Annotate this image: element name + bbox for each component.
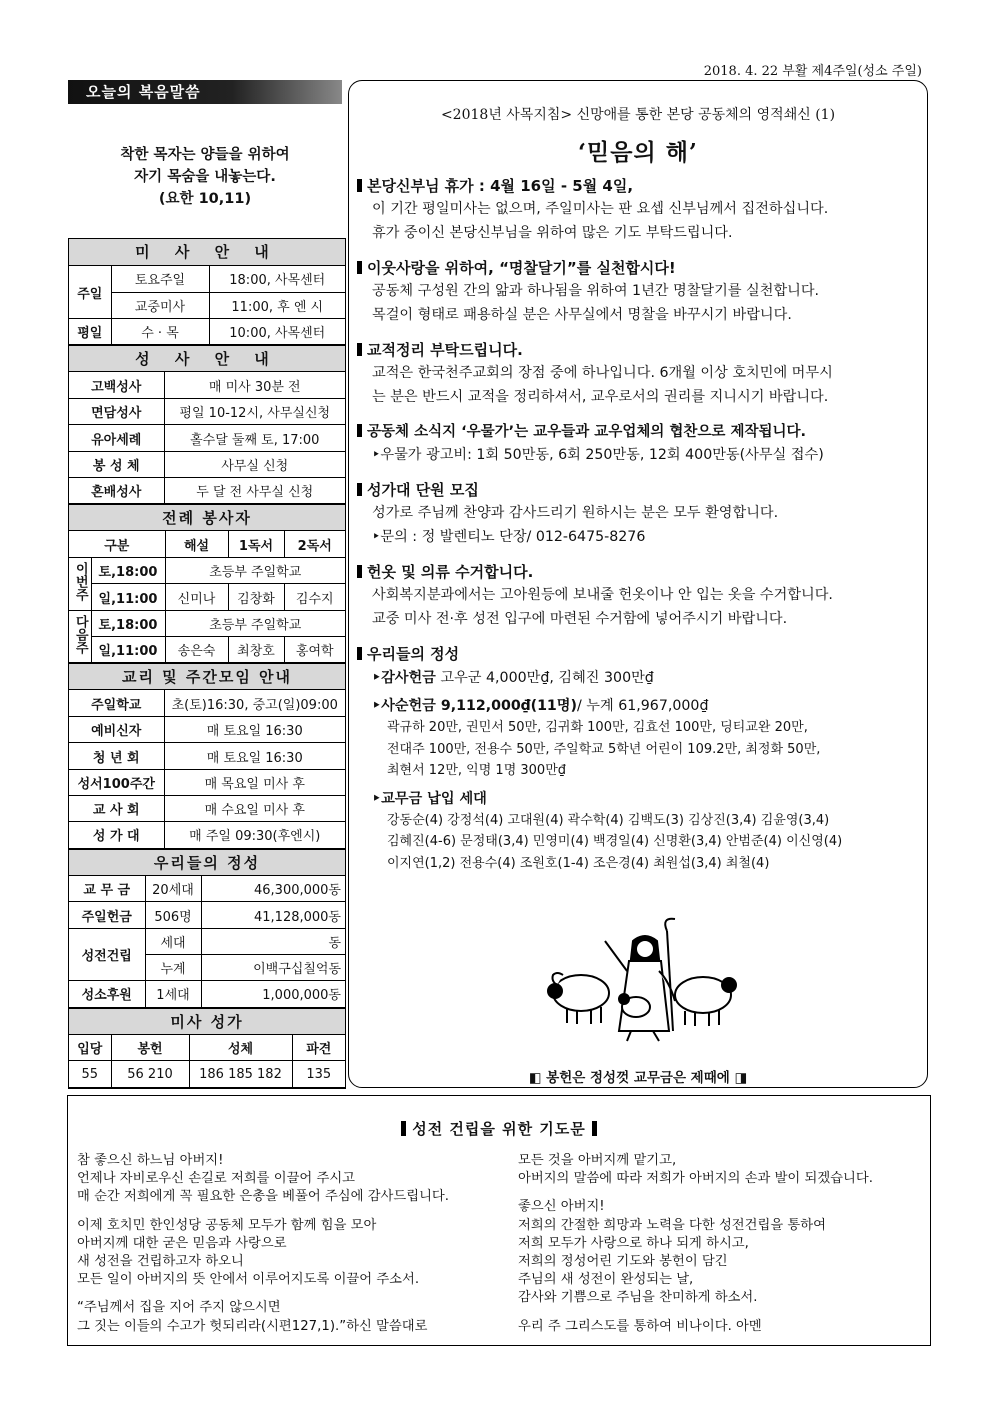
dues-line: 이지연(1,2) 전용수(4) 조원호(1-4) 조은경(4) 최원섭(3,4) 최철(4) [387,855,770,871]
dues-title: ‣교무금 납입 세대 [372,790,487,807]
gospel-reference: (요한 10,11) [158,191,252,207]
sacrament-name: 혼배성사 [69,478,164,504]
lent-donor-line: 최현서 12만, 익명 1명 300만₫ [387,763,567,778]
hymn-header: 봉헌 [111,1035,189,1061]
hymn-number: 186 185 182 [189,1061,292,1087]
notice-title: 성가대 단원 모집 [367,481,479,499]
sacrament-table [69,372,345,504]
sacrament-value: 두 달 전 사무실 신청 [164,478,345,504]
liturgy-section-title: 전례 봉사자 [69,504,345,531]
liturgy-reader: 신미나 [165,584,228,610]
notice-vacation [357,175,919,245]
offering-name: 성전건립 [69,928,145,981]
offering-name: 교 무 금 [69,876,145,902]
shepherd-illustration [541,911,741,1051]
sheep-icon [548,973,609,1024]
prayer-line: 아버지께 대한 굳은 믿음과 사랑으로 [77,1235,287,1251]
notice-title: 본당신부님 휴가 : 4월 16일 - 5월 4일, [367,177,634,195]
liturgy-table [69,531,345,663]
groups-section-title: 교리 및 주간모임 안내 [69,663,345,690]
offering-count: 20세대 [145,876,201,902]
group-name: 예비신자 [69,717,164,743]
prayer-line: 모든 일이 아버지의 뜻 안에서 이루어지도록 이끌어 주소서. [77,1272,420,1288]
pastoral-policy: <2018년 사목지침> 신망애를 통한 본당 공동체의 영적쇄신 (1) [440,107,836,123]
liturgy-reader: 홍여학 [284,637,345,663]
notice-line: 교적은 한국천주교회의 장점 중에 하나입니다. 6개월 이상 호치민에 머무시 [372,365,833,381]
offering-count: 1세대 [145,981,201,1007]
notice-nametag [357,257,919,327]
thanks-label: ‣감사헌금 [372,670,436,686]
notice-line: 공동체 구성원 간의 앎과 하나됨을 위하여 1년간 명찰달기를 실천합니다. [372,283,820,299]
mass-name: 수 · 목 [111,319,209,345]
parish-info-box [68,238,346,1089]
liturgy-time: 일,11:00 [91,637,165,663]
offering-count: 506명 [145,902,201,928]
group-value: 매 수요일 미사 후 [164,796,345,822]
liturgy-header: 구분 [69,531,165,557]
hymn-header: 성체 [189,1035,292,1061]
prayer-line: 참 좋으신 하느님 아버지! [77,1153,224,1168]
group-name: 청 년 회 [69,743,164,769]
prayer-line: “주님께서 집을 지어 주지 않으시면 [77,1300,281,1316]
prayer-right-column [518,1152,873,1336]
group-name: 주일학교 [69,690,164,716]
notice-line: 이 기간 평일미사는 없으며, 주일미사는 판 요셉 신부님께서 집전하십니다. [372,201,829,217]
dues-line: 강동순(4) 강정석(4) 고대원(4) 곽수학(4) 김백도(3) 김상진(3,4) 김윤영(3,4) [387,812,830,828]
notices-box [348,80,928,1088]
liturgy-time: 토,18:00 [91,558,165,584]
liturgy-merged: 초등부 주일학교 [165,610,345,636]
sacrament-name: 유아세례 [69,425,164,451]
notice-line: 목걸이 형태로 패용하실 분은 사무실에서 명찰을 바꾸시기 바랍니다. [372,307,792,323]
prayer-line: 우리 주 그리스도를 통하여 비나이다. 아멘 [518,1318,762,1334]
offering-amount: 41,128,000동 [201,902,345,928]
group-value: 매 주일 09:30(후엔시) [164,822,345,848]
lent-offering [357,695,919,782]
thanks-offering [357,667,919,689]
liturgy-reader: 송은숙 [165,637,228,663]
group-value: 매 토요일 16:30 [164,717,345,743]
prayer-line: 저희의 간절한 희망과 노력을 다한 성전건립을 통하여 [518,1217,826,1233]
offering-count: 누계 [145,955,201,981]
notice-line: 는 분은 반드시 교적을 정리하셔서, 교우로서의 권리를 지니시기 바랍니다. [372,389,829,405]
notice-title: 공동체 소식지 ‘우물가’는 교우들과 교우업체의 협찬으로 제작됩니다. [367,424,807,440]
prayer-line: 이제 호치민 한인성당 공동체 모두가 함께 힘을 모아 [77,1217,377,1233]
sunday-label: 주일 [69,266,111,319]
sacrament-section-title: 성 사 안 내 [69,345,345,372]
prayer-line: 좋으신 아버지! [518,1199,605,1215]
notice-line: 사회복지분과에서는 고아원등에 보내줄 헌옷이나 안 입는 옷을 수거합니다. [372,587,833,603]
prayer-line: 감사와 기쁨으로 주님을 찬미하게 하소서. [518,1290,758,1306]
prayer-line: 주님의 새 성전이 완성되는 날, [518,1272,694,1288]
prayer-box [67,1095,931,1346]
weekday-label: 평일 [69,319,111,345]
gospel-verse [68,144,342,210]
prayer-line: 저희의 정성어린 기도와 봉헌이 담긴 [518,1254,728,1270]
offering-amount: 46,300,000동 [201,876,345,902]
prayer-line: 그 짓는 이들의 수고가 헛되리라(시편127,1).”하신 말씀대로 [77,1318,428,1334]
notice-line: 교중 미사 전·후 성전 입구에 마련된 수거함에 넣어주시기 바랍니다. [372,611,788,627]
liturgy-reader: 김수지 [284,584,345,610]
notice-title: 이웃사랑을 위하여, “명찰달기”를 실천합시다! [367,259,676,277]
liturgy-header: 1독서 [228,531,284,557]
notice-line: ‣우물가 광고비: 1회 50만동, 6회 250만동, 12회 400만동(사무실 접수) [372,447,824,463]
gospel-line: 자기 목숨을 내놓는다. [134,169,276,185]
next-week-label: 다음주 [72,615,88,655]
hymn-number: 56 210 [111,1061,189,1087]
sacrament-name: 고백성사 [69,372,164,398]
liturgy-reader: 최창호 [228,637,284,663]
notice-title: 우리들의 정성 [367,645,460,663]
sacrament-name: 봉 성 체 [69,451,164,477]
prayer-title: 성전 건립을 위한 기도문 [412,1120,586,1138]
liturgy-merged: 초등부 주일학교 [165,558,345,584]
notice-choir [357,479,919,549]
offering-amount: 1,000,000동 [201,981,345,1007]
sacrament-value: 매 미사 30분 전 [164,372,345,398]
notice-line: 휴가 중이신 본당신부님을 위하여 많은 기도 부탁드립니다. [372,225,733,241]
notice-title: 교적정리 부탁드립니다. [367,341,523,359]
mass-time: 18:00, 사목센터 [209,266,345,292]
lent-title: ‣사순헌금 9,112,000₫(11명) [372,698,577,714]
prayer-left-column [77,1152,449,1336]
gospel-header: 오늘의 복음말씀 [68,80,342,104]
gospel-line: 착한 목자는 양들을 위하여 [120,147,290,163]
offering-table [69,876,345,1008]
group-name: 성서100주간 [69,769,164,795]
liturgy-time: 토,18:00 [91,610,165,636]
group-value: 초(토)16:30, 중고(일)09:00 [164,690,345,716]
mass-section-title: 미 사 안 내 [69,239,345,266]
hymn-header: 파견 [292,1035,345,1061]
liturgy-header: 해설 [165,531,228,557]
notice-registry [357,339,919,409]
groups-table [69,690,345,848]
sheep-icon [675,977,736,1026]
mass-time: 11:00, 후 엔 시 [209,292,345,318]
liturgy-header: 2독서 [284,531,345,557]
liturgy-reader: 김창화 [228,584,284,610]
dues-line: 김혜진(4-6) 문정태(3,4) 민영미(4) 백경일(4) 신명환(3,4) 안범준(4) 이신영(4) [387,834,843,849]
offering-slogan: ◧ 봉헌은 정성껏 교무금은 제때에 ◨ [528,1070,748,1086]
dues-households [357,788,919,875]
offering-amount: 동 [201,928,345,954]
year-title: ‘믿음의 해’ [578,139,698,166]
sacrament-value: 홀수달 둘째 토, 17:00 [164,425,345,451]
hymn-number: 55 [69,1061,111,1087]
lent-total: / 누계 61,967,000₫ [577,698,709,714]
lent-donor-line: 곽규하 20만, 권민서 50만, 김귀화 100만, 김효선 100만, 딩티교완 20만, [387,720,808,735]
hymn-number: 135 [292,1061,345,1087]
notice-newsletter [357,421,919,467]
notice-clothes [357,561,919,631]
mass-name: 토요주일 [111,266,209,292]
prayer-line: 새 성전을 건립하고자 하오니 [77,1254,244,1270]
sacrament-name: 면담성사 [69,399,164,425]
sacrament-value: 평일 10-12시, 사무실신청 [164,399,345,425]
this-week-label: 이번주 [72,562,88,602]
lent-donor-line: 전대주 100만, 전용수 50만, 주일학교 5학년 어린이 109.2만, 최정화 50만, [387,741,821,757]
sacrament-value: 사무실 신청 [164,451,345,477]
offering-name: 주일헌금 [69,902,145,928]
hymn-header: 입당 [69,1035,111,1061]
prayer-line: 매 순간 저희에게 꼭 필요한 은총을 베풀어 주심에 감사드립니다. [77,1189,450,1205]
prayer-line: 언제나 자비로우신 손길로 저희를 이끌어 주시고 [77,1171,356,1187]
offering-section-title: 우리들의 정성 [69,849,345,876]
prayer-line: 저희 모두가 사랑으로 하나 되게 하시고, [518,1235,749,1251]
hymns-table [69,1035,345,1088]
group-name: 성 가 대 [69,822,164,848]
prayer-line: 아버지의 말씀에 따라 저희가 아버지의 손과 발이 되겠습니다. [518,1171,873,1187]
offering-count: 세대 [145,928,201,954]
group-value: 매 목요일 미사 후 [164,769,345,795]
prayer-line: 모든 것을 아버지께 맡기고, [518,1153,677,1168]
notice-giving [357,643,919,874]
offering-amount: 이백구십칠억동 [201,955,345,981]
thanks-value: 고우군 4,000만₫, 김혜진 300만₫ [435,670,654,686]
group-name: 교 사 회 [69,796,164,822]
mass-name: 교중미사 [111,292,209,318]
notice-title: 헌옷 및 의류 수거합니다. [367,563,534,581]
mass-table [69,266,345,345]
date-line: 2018. 4. 22 부활 제4주일(성소 주일) [703,64,922,79]
mass-time: 10:00, 사목센터 [209,319,345,345]
hymns-section-title: 미사 성가 [69,1008,345,1035]
notice-line: ‣문의 : 정 발렌티노 단장/ 012-6475-8276 [372,529,646,545]
group-value: 매 토요일 16:30 [164,743,345,769]
offering-name: 성소후원 [69,981,145,1007]
notice-line: 성가로 주님께 찬양과 감사드리기 원하시는 분은 모두 환영합니다. [372,505,779,521]
shepherd-figure [605,919,675,1041]
liturgy-time: 일,11:00 [91,584,165,610]
